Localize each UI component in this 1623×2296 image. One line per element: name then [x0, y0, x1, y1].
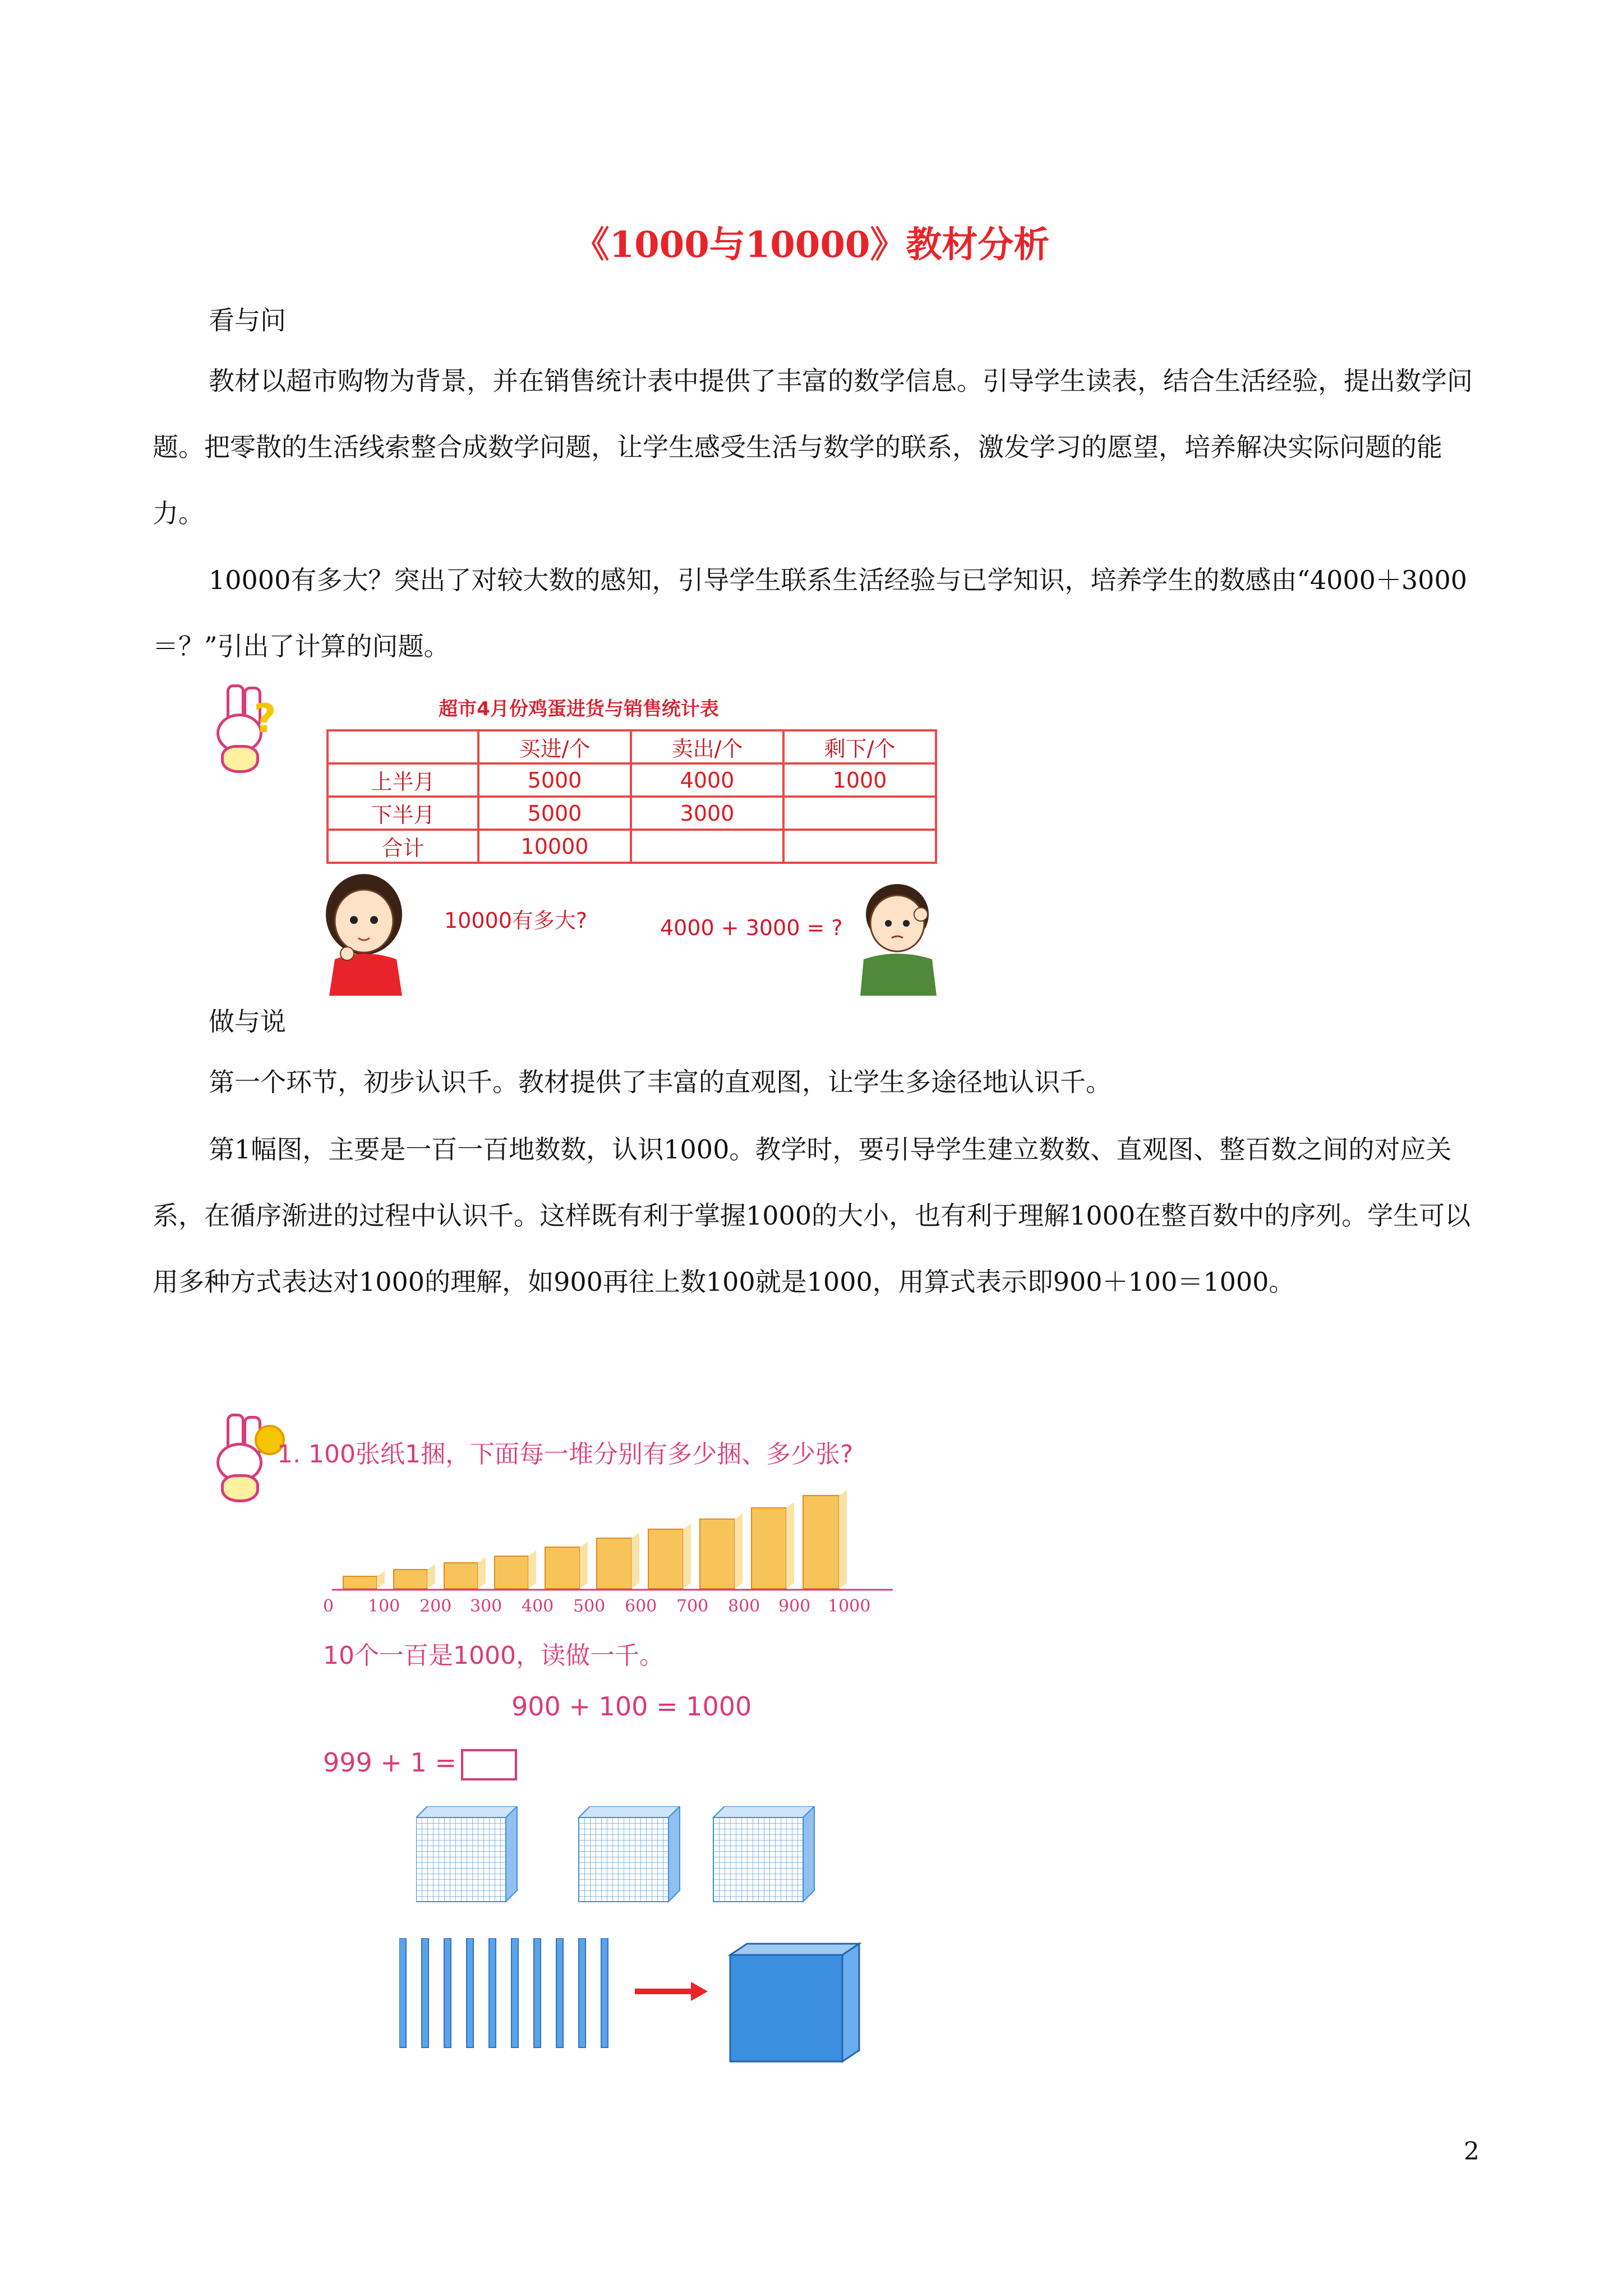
- table-row-label: 下半月: [328, 797, 478, 830]
- thousand-definition: 10个一百是1000，读做一千。: [323, 1641, 664, 1670]
- table-cell: [631, 830, 783, 863]
- page-title: 《1000与10000》教材分析: [573, 224, 1050, 266]
- table-cell: 1000: [783, 763, 936, 797]
- axis-label: 300: [470, 1596, 502, 1616]
- axis-label: 600: [625, 1596, 657, 1616]
- section-heading-look-ask: 看与问: [209, 305, 286, 335]
- table-cell: [783, 797, 936, 830]
- axis-label: 700: [676, 1596, 709, 1616]
- sales-table: [326, 729, 937, 864]
- figure-sales-table: [209, 684, 949, 999]
- axis-label: 900: [778, 1596, 811, 1616]
- hundred-flat-blocks: [416, 1806, 820, 1907]
- boy-speech: 4000 + 3000 = ?: [660, 915, 843, 940]
- equation-999-1: [323, 1747, 517, 1780]
- boy-illustration: [854, 875, 943, 999]
- answer-box: [461, 1749, 517, 1780]
- table-cell: [783, 830, 936, 863]
- girl-illustration: [318, 869, 413, 999]
- paragraph-3: 第一个环节，初步认识千。教材提供了丰富的直观图，让学生多途径地认识千。: [209, 1067, 1112, 1097]
- figure-counting-hundreds: [209, 1414, 949, 2092]
- table-cell: 5000: [478, 763, 631, 797]
- girl-speech: 10000有多大?: [444, 908, 588, 933]
- table-cell: 4000: [631, 763, 783, 797]
- question-mark-icon: ?: [253, 696, 276, 742]
- table-row-label: 合计: [328, 830, 478, 863]
- axis-label: 0: [323, 1596, 334, 1616]
- hundred-rods-to-cube: [399, 1938, 904, 2067]
- question-text: 1. 100张纸1捆，下面每一堆分别有多少捆、多少张?: [277, 1440, 854, 1469]
- equation-900-100: 900 + 100 = 1000: [511, 1691, 752, 1722]
- axis-label: 100: [368, 1596, 400, 1616]
- axis-label: 200: [419, 1596, 452, 1616]
- page-number: 2: [1464, 2137, 1479, 2166]
- section-heading-do-say: 做与说: [209, 1006, 286, 1037]
- table-row: [328, 797, 936, 830]
- rabbit-mascot: [209, 1414, 282, 1498]
- table-cell: 10000: [478, 830, 631, 863]
- table-header-cell: 卖出/个: [631, 730, 783, 763]
- axis-label: 800: [728, 1596, 760, 1616]
- table-header-row: [328, 730, 936, 763]
- table-cell: 3000: [631, 797, 783, 830]
- table-header-cell: [328, 730, 478, 763]
- table-row-label: 上半月: [328, 763, 478, 797]
- paragraph-2: 10000有多大？突出了对较大数的感知，引导学生联系生活经验与已学知识，培养学生的数感由“4000＋3000＝？”引出了计算的问题。: [153, 565, 1467, 661]
- table-cell: 5000: [478, 797, 631, 830]
- table-header-cell: 买进/个: [478, 730, 631, 763]
- axis-label: 400: [522, 1596, 554, 1616]
- equation-text: 999 + 1 =: [323, 1747, 457, 1778]
- paragraph-4: 第1幅图，主要是一百一百地数数，认识1000。教学时，要引导学生建立数数、直观图、整百数之间的对应关系，在循序渐进的过程中认识千。这样既有利于掌握1000的大小，也有利于理解1000在整百数中的序列。学生可以用多种方式表达对1000的理解，如900再往上数100就是1000，用算式表示即900＋100＝1000。: [153, 1134, 1471, 1297]
- table-title: 超市4月份鸡蛋进货与销售统计表: [439, 698, 719, 720]
- axis-label: 500: [573, 1596, 606, 1616]
- paragraph-1: 教材以超市购物为背景，并在销售统计表中提供了丰富的数学信息。引导学生读表，结合生活经验，提出数学问题。把零散的生活线索整合成数学问题，让学生感受生活与数学的联系，激发学习的愿望，培养解决实际问题的能力。: [153, 366, 1473, 528]
- axis-label: 1000: [828, 1596, 871, 1616]
- table-header-cell: 剩下/个: [783, 730, 936, 763]
- paper-stacks: [332, 1481, 893, 1593]
- table-row: [328, 830, 936, 863]
- table-row: [328, 763, 936, 797]
